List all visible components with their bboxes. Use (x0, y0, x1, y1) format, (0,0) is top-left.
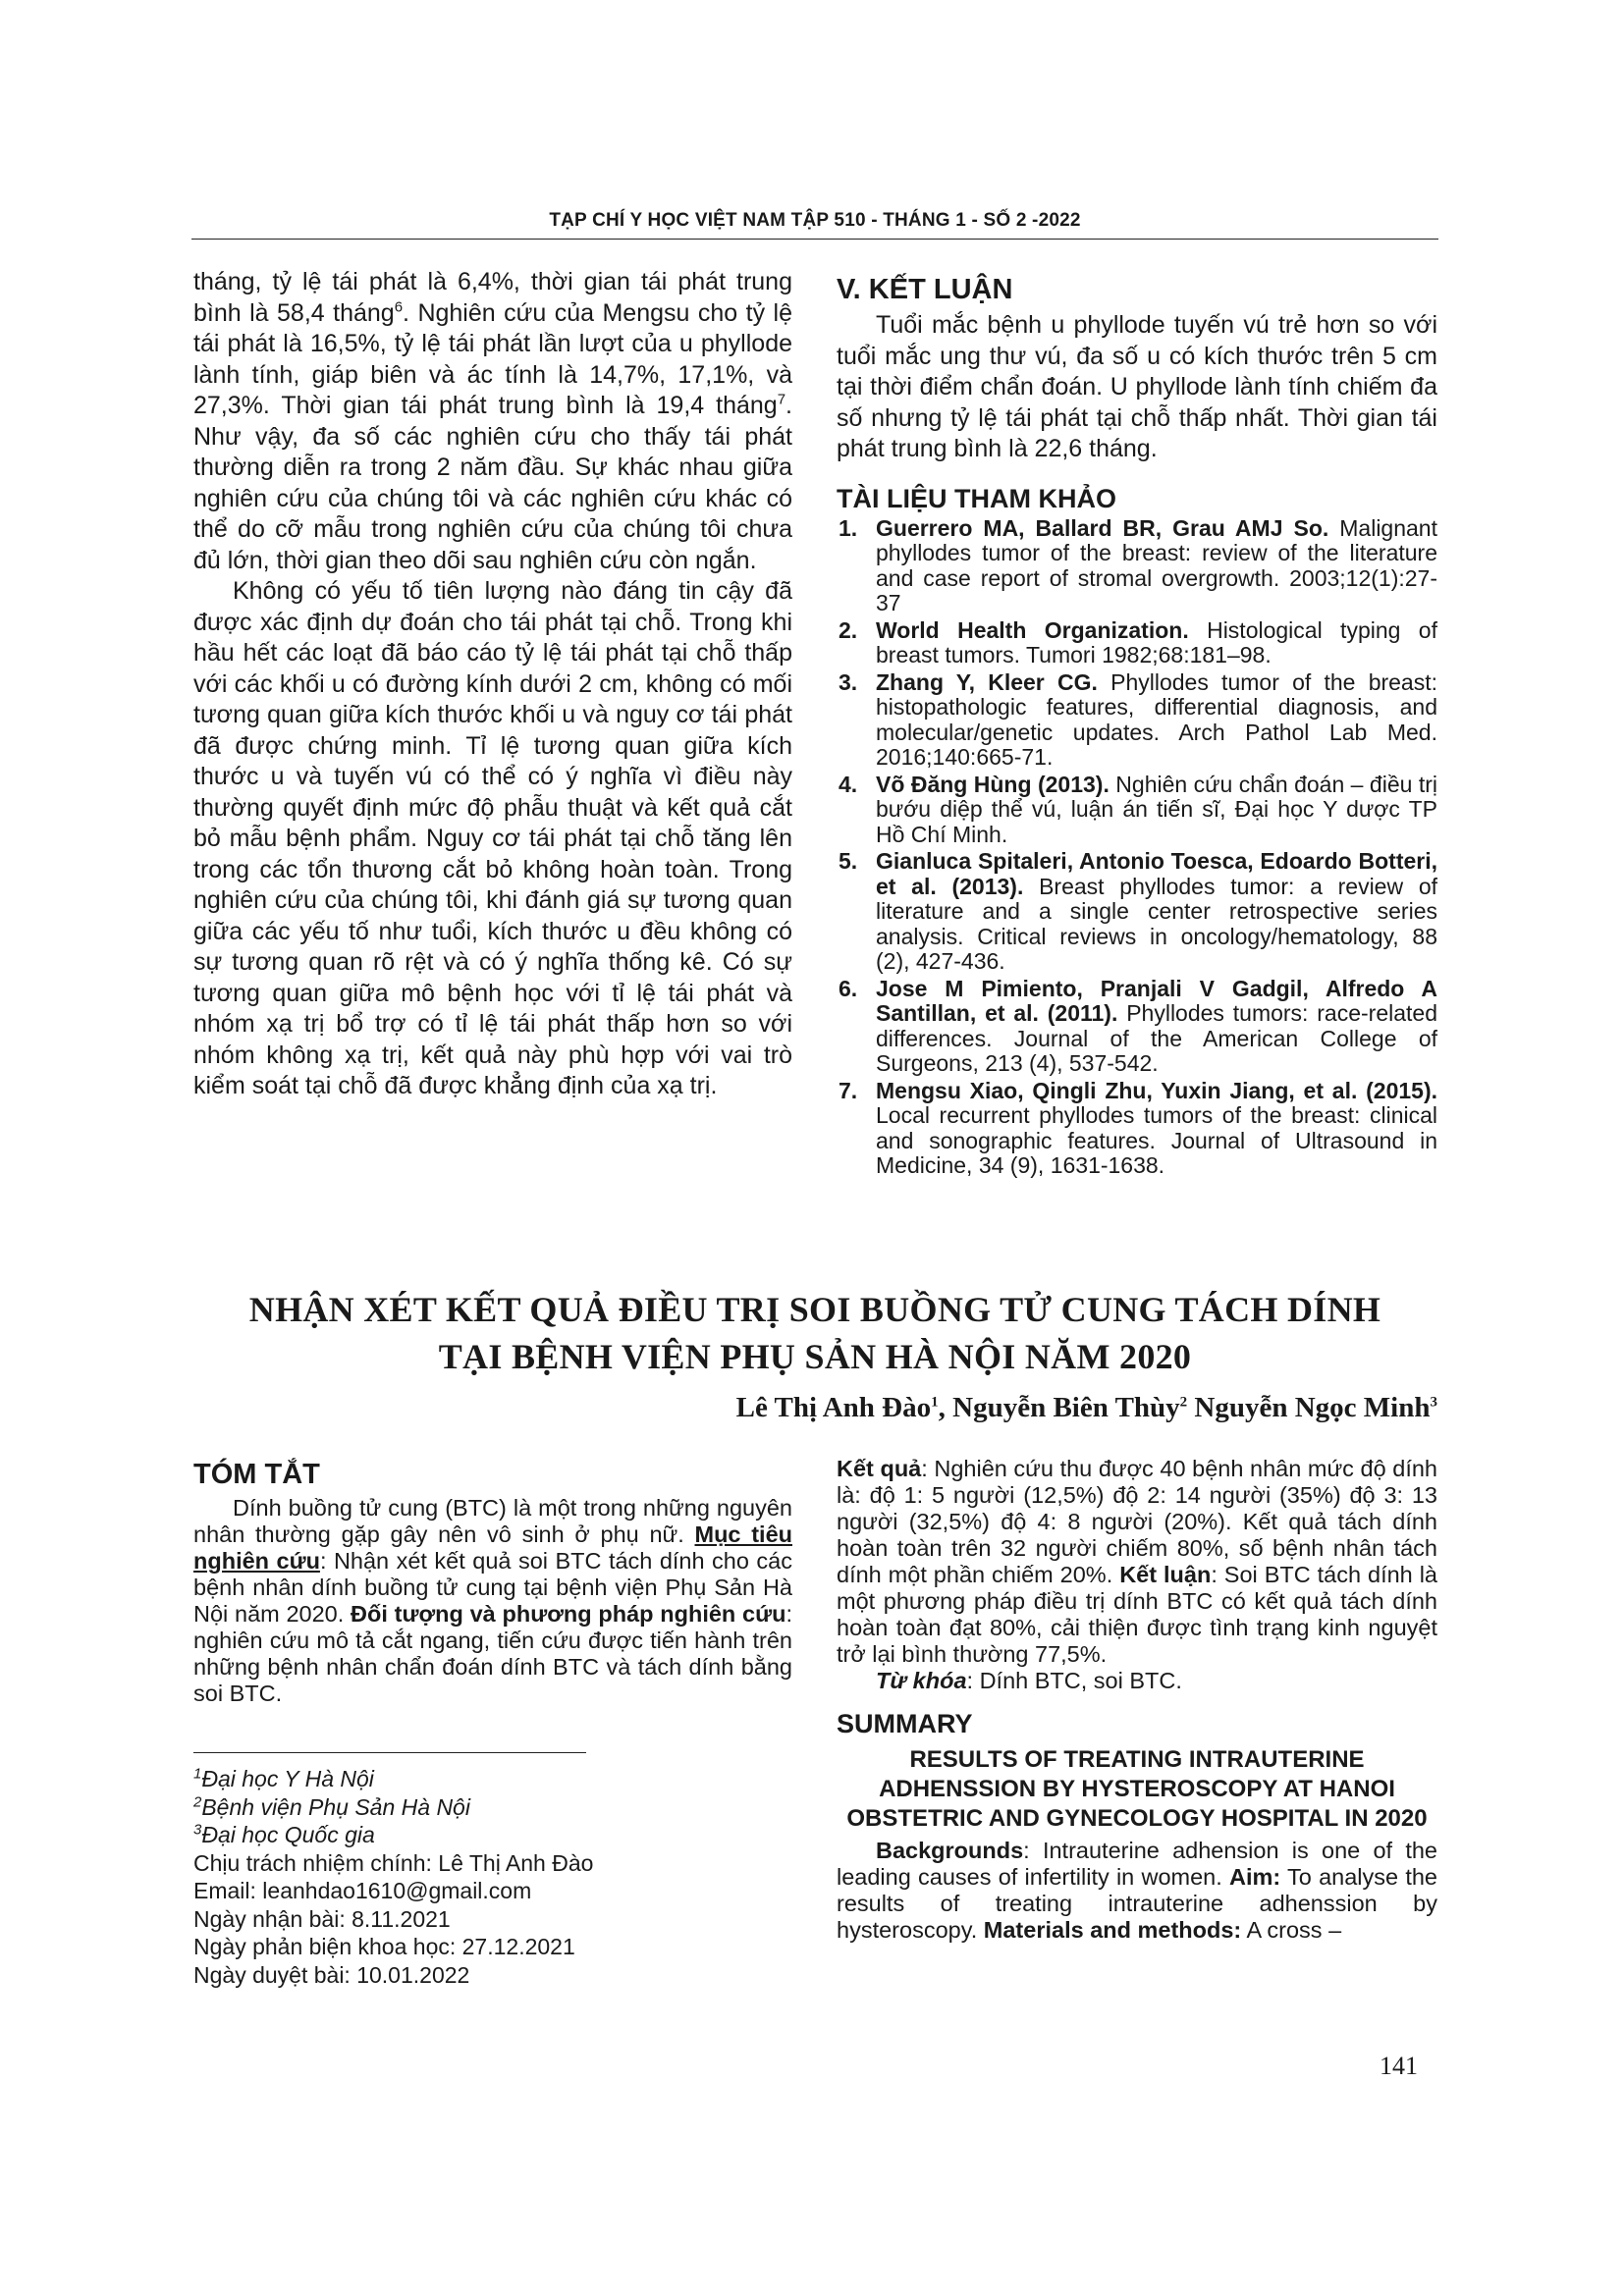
reference-item (837, 1079, 1437, 1179)
abstract-label: Đối tượng và phương pháp nghiên cứu (351, 1601, 786, 1627)
affiliation-2 (193, 1793, 792, 1822)
author-name: Nguyễn Ngọc Minh (1187, 1392, 1431, 1423)
text-run: . Như vậy, đa số các nghiên cứu cho thấy tái phát thường diễn ra trong 2 năm đầu. Sự khác nhau giữa nghiên cứu của chúng tôi và các nghiên cứu khác có thể do cỡ mẫu trong nghiên cứu của chúng tôi chưa đủ lớn, thời gian theo dõi sau nghiên cứu còn ngắn. (193, 392, 792, 574)
right-column-top (837, 273, 1437, 1181)
reference-number: 5. (839, 848, 858, 874)
reference-item (837, 977, 1437, 1077)
text-run: . Nghiên cứu của Mengsu cho tỷ lệ tái phát là 16,5%, tỷ lệ tái phát lần lượt của u phyllode lành tính, giáp biên và ác tính là 14,7%, 17,1%, và 27,3%. Thời gian tái phát trung bình là 19,4 tháng (193, 298, 793, 419)
affiliation-text: Bệnh viện Phụ Sản Hà Nội (201, 1793, 470, 1820)
reference-item (837, 670, 1437, 771)
conclusion-text: Tuổi mắc bệnh u phyllode tuyến vú trẻ hơn so với tuổi mắc ung thư vú, đa số u có kích thước trên 5 cm tại thời điểm chẩn đoán. U phyllode lành tính chiếm đa số nhưng tỷ lệ tái phát tại chỗ thấp nhất. Thời gian tái phát trung bình là 22,6 tháng. (837, 311, 1437, 462)
affiliation-sup: 3 (1430, 1394, 1437, 1411)
responsible-author: Chịu trách nhiệm chính: Lê Thị Anh Đào (193, 1849, 594, 1876)
summary-label: Backgrounds (876, 1838, 1024, 1863)
abstract-label: Kết luận (1119, 1562, 1212, 1587)
reference-number: 6. (839, 975, 858, 1001)
text-run: : Nghiên cứu thu được 40 bệnh nhân mức độ dính là: độ 1: 5 người (12,5%) độ 2: 14 người (35%) độ 3: 13 người (32,5%) độ 4: 8 người (20%). Kết quả tách dính hoàn toàn trên 32 người chiếm 80%, số bệnh nhân tách dính một phần chiếm 20%. (837, 1456, 1437, 1587)
reference-item (837, 773, 1437, 848)
affiliation-3 (193, 1821, 792, 1849)
discussion-paragraph-2: Không có yếu tố tiên lượng nào đáng tin cậy đã được xác định dự đoán cho tái phát tại chỗ. Trong khi hầu hết các loạt đã báo cáo tỷ lệ tái phát tại chỗ thấp với các khối u có đường kính dưới 2 cm, không có mối tương quan giữa kích thước khối u và nguy cơ tái phát đã được chứng minh. Tỉ lệ tương quan giữa kích thước u và tuyến vú có thể có ý nghĩa vì điều này thường quyết định mức độ phẫu thuật và kết quả cắt bỏ mẫu bệnh phẩm. Nguy cơ tái phát tại chỗ tăng lên trong các tổn thương cắt bỏ không hoàn toàn. Trong nghiên cứu của chúng tôi, khi đánh giá sự tương quan giữa các yếu tố như tuổi, kích thước u đều không có sự tương quan rõ rệt và có ý nghĩa thống kê. Có sự tương quan giữa mô bệnh học với tỉ lệ tái phát và nhóm xạ trị bổ trợ có tỉ lệ tái phát thấp hơn so với nhóm không xạ trị, kết quả này phù hợp với vai trò kiểm soát tại chỗ đã được khẳng định của xạ trị. (193, 577, 792, 1099)
reference-number: 1. (839, 514, 858, 541)
reference-number: 7. (839, 1077, 858, 1103)
reference-authors: Guerrero MA, Ballard BR, Grau AMJ So. (876, 514, 1329, 541)
approval-date: Ngày duyệt bài: 10.01.2022 (193, 1961, 470, 1988)
author-line (554, 1392, 1437, 1424)
reference-text: Local recurrent phyllodes tumors of the breast: clinical and sonographic features. Journal of Ultrasound in Medicine, 34 (9), 1631-1638. (876, 1102, 1437, 1178)
references-heading: TÀI LIỆU THAM KHẢO (837, 483, 1116, 513)
reference-text: Phyllodes tumors: race-related differences. Journal of the American College of Surgeons, 213 (4), 537-542. (876, 1000, 1438, 1076)
text-run: : nghiên cứu mô tả cắt ngang, tiến cứu được tiến hành trên những bệnh nhân chẩn đoán dính BTC và tách dính bằng soi BTC. (193, 1601, 792, 1706)
abstract-label: Mục tiêu nghiên cứu (193, 1522, 792, 1574)
keywords (837, 1668, 1437, 1694)
review-date: Ngày phản biện khoa học: 27.12.2021 (193, 1934, 575, 1959)
article-title (191, 1286, 1438, 1380)
article-title-line-1: NHẬN XÉT KẾT QUẢ ĐIỀU TRỊ SOI BUỒNG TỬ CUNG TÁCH DÍNH (248, 1290, 1381, 1329)
affiliation-sup: 2 (193, 1792, 202, 1810)
running-header: TẠP CHÍ Y HỌC VIỆT NAM TẬP 510 - THÁNG 1 - SỐ 2 -2022 (549, 210, 1081, 231)
reference-authors: Zhang Y, Kleer CG. (876, 668, 1098, 695)
affiliation-1 (193, 1765, 792, 1793)
reference-text: Nghiên cứu chẩn đoán – điều trị bướu diệp thể vú, luận án tiến sĩ, Đại học Y dược TP Hồ Chí Minh. (876, 771, 1438, 847)
affiliation-sup: 1 (931, 1394, 939, 1411)
abstract-vi-heading: TÓM TẮT (193, 1459, 320, 1490)
reference-authors: World Health Organization. (876, 616, 1189, 643)
keywords-text: : Dính BTC, soi BTC. (966, 1668, 1182, 1693)
text-run: Dính buồng tử cung (BTC) là một trong những nguyên nhân thường gặp gây nên vô sinh ở phụ nữ. (193, 1495, 792, 1547)
reference-authors: Võ Đăng Hùng (2013). (876, 771, 1110, 797)
citation-sup: 7 (777, 391, 786, 408)
text-run: : Soi BTC tách dính là một phương pháp điều trị dính BTC có kết quả tách dính hoàn toàn đạt 80%, cải thiện được tình trạng kinh nguyệt trở lại bình thường 77,5%. (837, 1562, 1437, 1667)
page-number: 141 (1380, 2052, 1418, 2080)
affiliation-text: Đại học Y Hà Nội (201, 1766, 374, 1791)
reference-text: Breast phyllodes tumor: a review of literature and a single center retrospective series analysis. Critical reviews in oncology/hematology, 88 (2), 427-436. (876, 873, 1437, 974)
affiliation-sup: 3 (193, 1821, 202, 1839)
summary-label: Aim: (1229, 1864, 1281, 1890)
reference-item (837, 516, 1437, 616)
text-run: : Intrauterine adhension is one of the leading causes of infertility in women. (837, 1838, 1437, 1890)
summary-heading: SUMMARY (837, 1709, 973, 1738)
text-run: A cross – (1241, 1917, 1342, 1943)
discussion-paragraph-1 (193, 267, 792, 576)
keywords-label: Từ khóa (876, 1668, 967, 1693)
summary-text (837, 1838, 1437, 1944)
reference-number: 2. (839, 616, 858, 643)
footnotes (193, 1765, 792, 1989)
reference-text: Histological typing of breast tumors. Tumori 1982;68:181–98. (876, 616, 1437, 667)
abstract-right-column (837, 1456, 1437, 1944)
received-date: Ngày nhận bài: 8.11.2021 (193, 1905, 451, 1932)
abstract-vi-text-part2 (837, 1456, 1437, 1668)
author-name: , Nguyễn Biên Thùy (938, 1392, 1180, 1423)
text-run: To analyse the results of treating intrauterine adhenssion by hysteroscopy. (837, 1864, 1437, 1943)
text-run: tháng, tỷ lệ tái phát là 6,4%, thời gian tái phát trung bình là 58,4 tháng (193, 268, 792, 327)
abstract-vi-text-part1 (193, 1495, 792, 1707)
reference-text: Phyllodes tumor of the breast: histopathologic features, differential diagnosis, and molecular/genetic updates. Arch Pathol Lab Med. 2016;140:665-71. (876, 668, 1438, 770)
left-column-top (193, 267, 792, 1102)
reference-number: 3. (839, 668, 858, 695)
affiliation-text: Đại học Quốc gia (201, 1822, 375, 1847)
author-name: Lê Thị Anh Đào (735, 1392, 932, 1423)
reference-number: 4. (839, 771, 858, 797)
reference-authors: Jose M Pimiento, Pranjali V Gadgil, Alfredo A Santillan, et al. (2011). (876, 975, 1437, 1026)
email: Email: leanhdao1610@gmail.com (193, 1878, 532, 1903)
header-rule (191, 239, 1438, 240)
citation-sup: 6 (394, 298, 404, 316)
affiliation-sup: 2 (1179, 1394, 1188, 1411)
summary-title: RESULTS OF TREATING INTRAUTERINE ADHENSSION BY HYSTEROSCOPY AT HANOI OBSTETRIC AND GYNECOLOGY HOSPITAL IN 2020 (846, 1746, 1428, 1832)
abstract-vi-column (193, 1458, 792, 1707)
summary-label: Materials and methods: (983, 1917, 1242, 1943)
reference-text: Malignant phyllodes tumor of the breast: review of the literature and case report of stromal overgrowth. 2003;12(1):27-37 (876, 514, 1437, 615)
reference-item (837, 849, 1437, 975)
reference-authors: Gianluca Spitaleri, Antonio Toesca, Edoardo Botteri, et al. (2013). (876, 848, 1437, 899)
reference-item (837, 618, 1437, 668)
article-title-line-2: TẠI BỆNH VIỆN PHỤ SẢN HÀ NỘI NĂM 2020 (438, 1337, 1192, 1376)
reference-authors: Mengsu Xiao, Qingli Zhu, Yuxin Jiang, et al. (2015). (876, 1077, 1437, 1103)
affiliation-sup: 1 (193, 1765, 202, 1783)
conclusion-heading: V. KẾT LUẬN (837, 274, 1013, 305)
footnote-rule (193, 1752, 586, 1753)
references-list (837, 516, 1437, 1179)
abstract-label: Kết quả (837, 1456, 922, 1481)
text-run: : Nhận xét kết quả soi BTC tách dính cho các bệnh nhân dính buồng tử cung tại bệnh viện Phụ Sản Hà Nội năm 2020. (193, 1548, 792, 1627)
